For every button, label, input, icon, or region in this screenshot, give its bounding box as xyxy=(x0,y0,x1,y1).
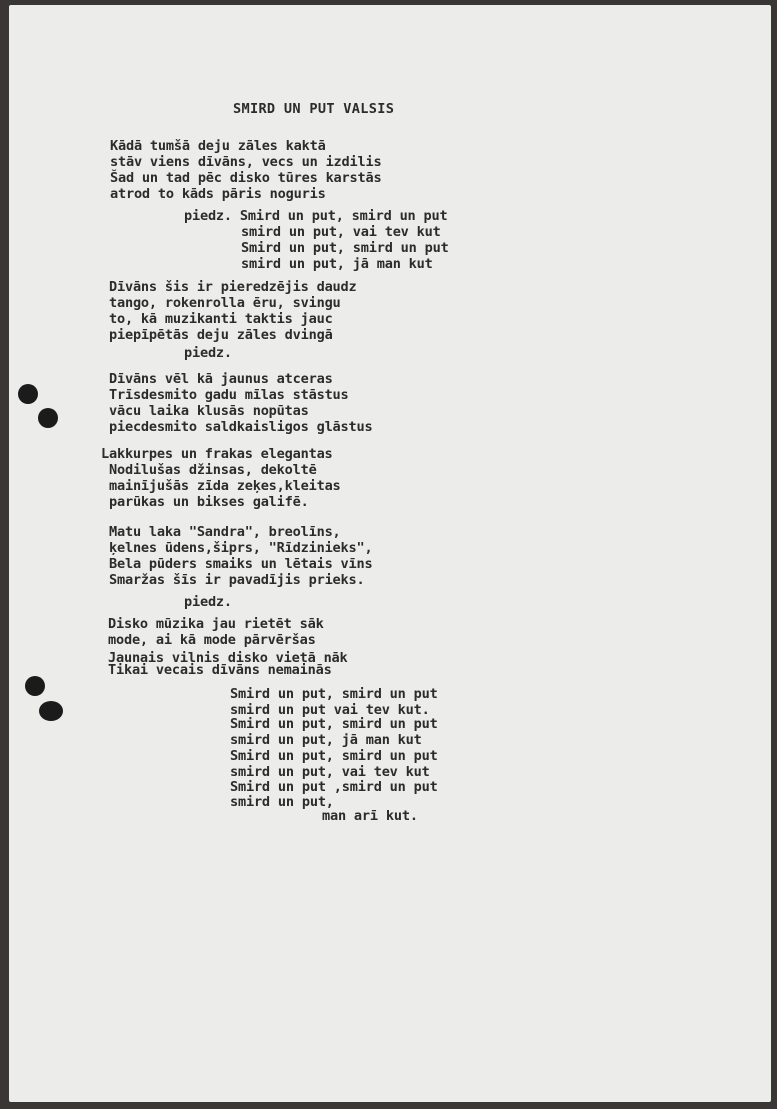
punch-hole xyxy=(25,676,45,696)
chorus-marker: piedz. xyxy=(184,594,232,610)
verse-line: Smaržas šīs ir pavadījis prieks. xyxy=(109,572,365,588)
final-chorus-line: man arī kut. xyxy=(322,808,418,824)
verse-line: piepīpētās deju zāles dvingā xyxy=(109,327,333,343)
verse-line: Bela pūders smaiks un lētais vīns xyxy=(109,556,373,572)
final-chorus-line: Smird un put, smird un put xyxy=(230,686,438,702)
chorus-line: piedz. Smird un put, smird un put xyxy=(184,208,448,224)
verse-line: mode, ai kā mode pārvēršas xyxy=(108,632,316,648)
verse-line: Dīvāns vēl kā jaunus atceras xyxy=(109,371,333,387)
verse-line: Tikai vecais dīvāns nemainās xyxy=(108,662,332,678)
verse-line: Šad un tad pēc disko tūres karstās xyxy=(110,170,382,186)
verse-line: to, kā muzikanti taktis jauc xyxy=(109,311,333,327)
song-title: SMIRD UN PUT VALSIS xyxy=(233,101,395,117)
verse-line: stāv viens dīvāns, vecs un izdilis xyxy=(110,154,382,170)
final-chorus-line: smird un put, jā man kut xyxy=(230,732,422,748)
final-chorus-line: smird un put, xyxy=(230,794,334,810)
chorus-line: smird un put, vai tev kut xyxy=(241,224,441,240)
final-chorus-line: smird un put, vai tev kut xyxy=(230,764,430,780)
verse-line: Disko mūzika jau rietēt sāk xyxy=(108,616,324,632)
verse-line: mainījušās zīda zeķes,kleitas xyxy=(109,478,341,494)
punch-hole xyxy=(38,408,58,428)
verse-line: Trīsdesmito gadu mīlas stāstus xyxy=(109,387,349,403)
final-chorus-line: Smird un put ,smird un put xyxy=(230,779,438,795)
punch-hole xyxy=(39,701,63,721)
final-chorus-line: Smird un put, smird un put xyxy=(230,748,438,764)
verse-line: vācu laika klusās nopūtas xyxy=(109,403,309,419)
final-chorus-line: Smird un put, smird un put xyxy=(230,716,438,732)
verse-line: piecdesmito saldkaisligos glāstus xyxy=(109,419,373,435)
chorus-line: smird un put, jā man kut xyxy=(241,256,433,272)
verse-line: tango, rokenrolla ēru, svingu xyxy=(109,295,341,311)
verse-line: Dīvāns šis ir pieredzējis daudz xyxy=(109,279,357,295)
verse-line: atrod to kāds pāris noguris xyxy=(110,186,326,202)
verse-line: ķelnes ūdens,šiprs, "Rīdzinieks", xyxy=(109,540,373,556)
final-chorus-line: smird un put vai tev kut. xyxy=(230,702,430,718)
verse-line: Matu laka "Sandra", breolīns, xyxy=(109,524,341,540)
typed-text xyxy=(0,0,449,824)
verse-line: Jaunais vilnis disko vietā nāk xyxy=(108,650,348,666)
chorus-line: Smird un put, smird un put xyxy=(241,240,449,256)
chorus-marker: piedz. xyxy=(184,345,232,361)
verse-line: Nodilušas džinsas, dekoltē xyxy=(109,462,317,478)
verse-line: Kādā tumšā deju zāles kaktā xyxy=(110,138,326,154)
verse-line: parūkas un bikses galifē. xyxy=(109,494,309,510)
punch-hole xyxy=(18,384,38,404)
verse-line: Lakkurpes un frakas elegantas xyxy=(101,446,333,462)
